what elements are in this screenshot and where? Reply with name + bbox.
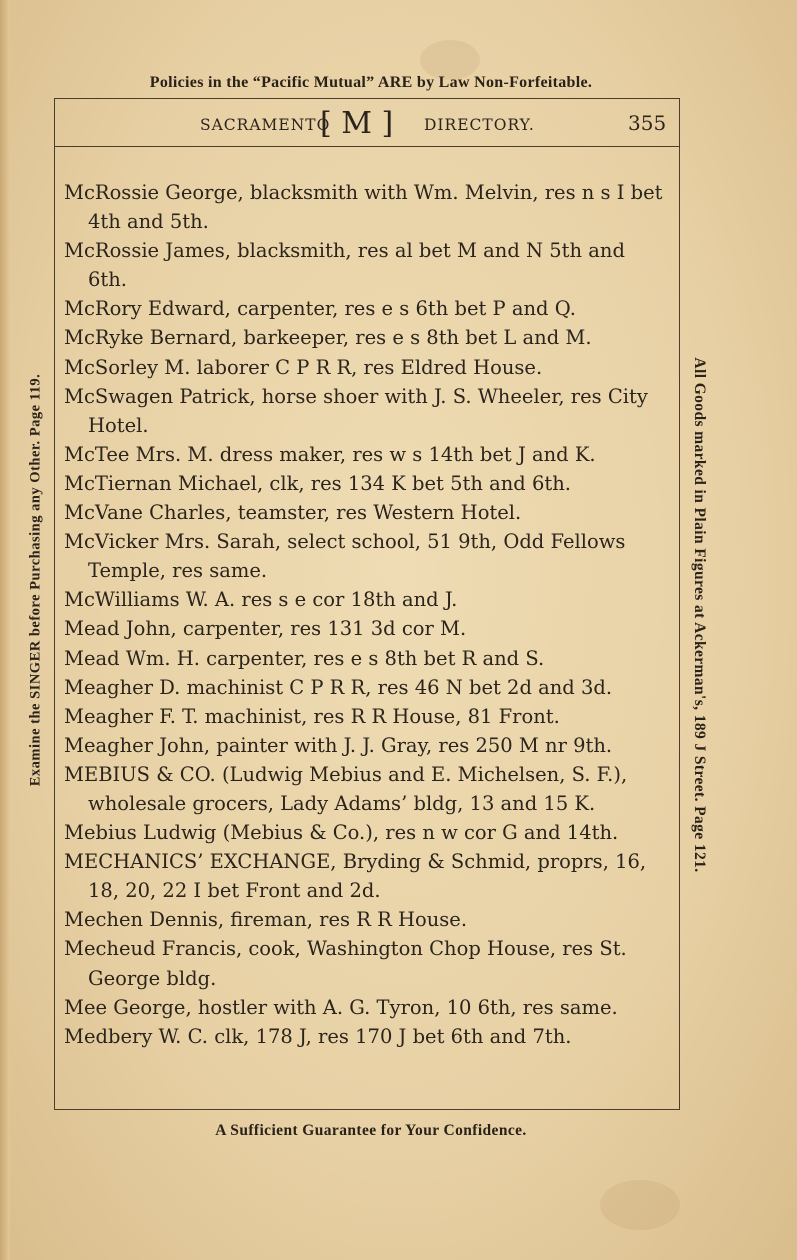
directory-entry: Mebius Ludwig (Mebius & Co.), res n w cor G and 14th.	[64, 821, 619, 845]
running-head-city: SACRAMENTO	[200, 116, 331, 134]
right-margin-advertisement: All Goods marked in Plain Figures at Ackerman's, 189 J Street. Page 121.	[691, 357, 708, 873]
left-margin-advertisement: Examine the SINGER before Purchasing any Other. Page 119.	[27, 373, 44, 787]
directory-entry: McVane Charles, teamster, res Western Hotel.	[64, 501, 522, 525]
directory-entry: McWilliams W. A. res s e cor 18th and J.	[64, 588, 458, 612]
directory-entry: Mee George, hostler with A. G. Tyron, 10 6th, res same.	[64, 995, 618, 1019]
directory-entry: Medbery W. C. clk, 178 J, res 170 J bet 6th and 7th.	[64, 1024, 572, 1048]
directory-entry: Meagher F. T. machinist, res R R House, 81 Front.	[64, 704, 560, 728]
directory-entry: Mechen Dennis, fireman, res R R House.	[64, 908, 468, 932]
directory-entry: McRyke Bernard, barkeeper, res e s 8th bet L and M.	[64, 326, 592, 350]
directory-entry: McTiernan Michael, clk, res 134 K bet 5th and 6th.	[64, 471, 571, 495]
directory-entry: Mead John, carpenter, res 131 3d cor M.	[64, 617, 467, 641]
running-head-label: DIRECTORY.	[424, 116, 535, 134]
directory-entry: MEBIUS & CO. (Ludwig Mebius and E. Michelsen, S. F.), wholesale grocers, Lady Adams’ bldg, 13 and 15 K.	[64, 762, 628, 815]
running-head-letter: [ M ]	[320, 106, 394, 141]
directory-entry: McVicker Mrs. Sarah, select school, 51 9th, Odd Fellows Temple, res same.	[64, 530, 626, 583]
directory-entry: McSwagen Patrick, horse shoer with J. S. Wheeler, res City Hotel.	[64, 384, 648, 437]
directory-entry: MECHANICS’ EXCHANGE, Bryding & Schmid, proprs, 16, 18, 20, 22 I bet Front and 2d.	[64, 850, 647, 903]
directory-entry: Mead Wm. H. carpenter, res e s 8th bet R and S.	[64, 646, 545, 670]
top-advertisement: Policies in the “Pacific Mutual” ARE by Law Non-Forfeitable.	[149, 74, 593, 91]
page-spine-shadow	[0, 0, 10, 1260]
directory-entry: McRossie James, blacksmith, res al bet M and N 5th and 6th.	[64, 239, 625, 292]
page-number: 355	[628, 111, 667, 135]
running-head	[54, 104, 680, 144]
bottom-advertisement: A Sufficient Guarantee for Your Confidence.	[215, 1122, 527, 1139]
directory-entry: McRory Edward, carpenter, res e s 6th bet P and Q.	[64, 297, 576, 321]
paper-stain	[600, 1180, 680, 1230]
directory-entries	[64, 178, 666, 1051]
directory-entry: Meagher D. machinist C P R R, res 46 N bet 2d and 3d.	[64, 675, 613, 699]
directory-entry: McTee Mrs. M. dress maker, res w s 14th bet J and K.	[64, 442, 596, 466]
header-rule	[54, 146, 680, 147]
directory-entry: Meagher John, painter with J. J. Gray, res 250 M nr 9th.	[64, 733, 613, 757]
directory-entry: McSorley M. laborer C P R R, res Eldred House.	[64, 355, 543, 379]
directory-entry: Mecheud Francis, cook, Washington Chop House, res St. George bldg.	[64, 937, 627, 990]
directory-entry: McRossie George, blacksmith with Wm. Melvin, res n s I bet 4th and 5th.	[64, 181, 663, 234]
